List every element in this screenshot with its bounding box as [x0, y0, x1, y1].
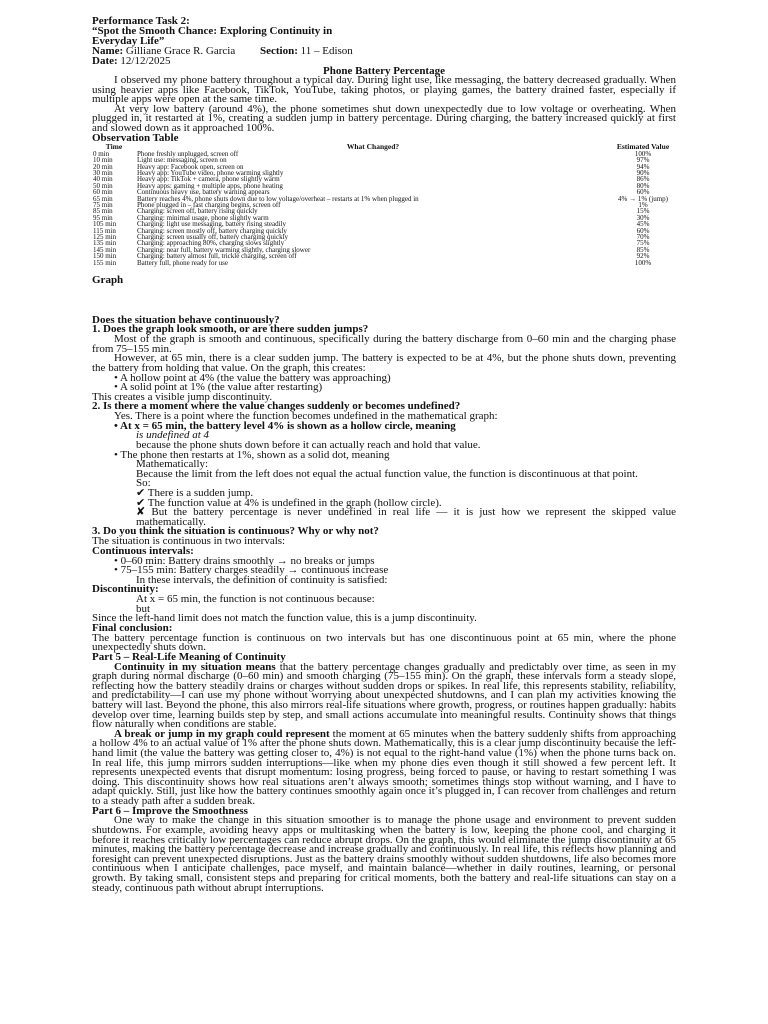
cell-change: Charging: screen usually off, battery charging quickly	[137, 233, 289, 242]
q2-math-label: Mathematically:	[136, 458, 209, 471]
name-label: Name:	[92, 45, 124, 57]
cell-value: 92%	[636, 252, 650, 261]
cell-change: Heavy app: Facebook open, screen on	[137, 162, 244, 171]
cell-value: 90%	[636, 168, 650, 177]
cell-change: Battery reaches 4%, phone shuts down due to low voltage/overheat – restarts at 1% when plugged in	[137, 194, 419, 203]
q1-bullet-2-text: A solid point at 1% (the value after restarting)	[120, 381, 323, 394]
q1-bullet-2: • A solid point at 1% (the value after restarting)	[114, 381, 323, 394]
q2-check-2-text: The function value at 4% is undefined in the graph (hollow circle).	[147, 496, 442, 509]
cell-change: Charging: near full, battery warming slightly, charging slower	[137, 245, 311, 254]
q3-note: In these intervals, the definition of continuity is satisfied:	[136, 573, 388, 586]
q3-discontinuity: Discontinuity:	[92, 583, 159, 596]
cell-change: Charging: screen off, battery rising quickly	[137, 207, 258, 216]
cell-value: 100%	[634, 258, 652, 267]
section-label: Section:	[260, 45, 298, 57]
column-header-change: What Changed?	[346, 142, 400, 152]
document-page	[92, 16, 676, 893]
cell-change: Heavy app: TikTok + camera, phone slightly warm	[137, 175, 280, 184]
q2-bullet-1-italic-text: is undefined at 4	[136, 429, 210, 442]
task-title-line-1: “Spot the Smooth Chance: Exploring Continuity in	[92, 25, 333, 37]
graph-heading: Graph	[92, 274, 124, 287]
cell-time: 105 min	[93, 220, 117, 229]
cell-time: 0 min	[93, 149, 110, 158]
cell-value: 60%	[636, 226, 650, 235]
q2-math-explanation: Because the limit from the left does not equal the actual function value, the function is discontinuous at that point.	[136, 467, 638, 480]
cell-time: 145 min	[93, 245, 117, 254]
q1-paragraph-1: Most of the graph is smooth and continuous, specifically during the battery discharge from 0–60 min and the charging phase from 75–155 min.	[92, 333, 676, 355]
observation-table	[92, 144, 676, 266]
cell-change: Charging: battery almost full, trickle charging, screen off	[137, 252, 297, 261]
part5-p1-lead: Continuity in my situation means	[114, 660, 276, 673]
q2-heading: 2. Is there a moment where the value changes suddenly or becomes undefined?	[92, 400, 461, 413]
q2-bullet-2-text: The phone then restarts at 1%, shown as a solid dot, meaning	[120, 448, 390, 461]
q2-bullet-1-continuation: because the phone shuts down before it can actually reach and hold that value.	[136, 439, 481, 451]
part5-paragraph-1	[92, 660, 676, 731]
q1-heading: Does the situation behave continuously?	[92, 313, 280, 326]
q1-paragraph-3: This creates a visible jump discontinuity.	[92, 390, 273, 403]
cell-value: 86%	[636, 175, 650, 184]
q3-disc-1: At x = 65 min, the function is not continuous because:	[136, 593, 375, 606]
q3-bullet-2-text: 75–155 min: Battery charges steadily → continuous increase	[120, 564, 389, 577]
cell-value: 4% → 1% (jump)	[618, 194, 668, 203]
cell-time: 135 min	[93, 239, 117, 248]
q2-so: So:	[136, 477, 151, 490]
cell-value: 75%	[636, 239, 650, 248]
cell-time: 95 min	[93, 213, 113, 222]
final-conclusion-paragraph: The battery percentage function is continuous on two intervals but has one discontinuous point at 65 min, where the phone unexpectedly shuts down.	[92, 631, 676, 654]
q3-paragraph-2: Since the left-hand limit does not match the function value, this is a jump discontinuity.	[92, 612, 477, 625]
cell-time: 150 min	[93, 252, 117, 261]
q2-paragraph-1: Yes. There is a point where the function becomes undefined in the mathematical graph:	[114, 410, 498, 423]
cell-change: Heavy apps: gaming + multiple apps, phone heating	[137, 181, 283, 190]
cell-value: 94%	[636, 162, 650, 171]
cell-value: 70%	[636, 233, 650, 242]
cell-value: 45%	[636, 220, 650, 229]
task-title-line-2: Everyday Life”	[92, 35, 165, 47]
q3-continuous-intervals: Continuous intervals:	[92, 544, 194, 557]
cell-change: Continuous heavy use, battery warning appears	[137, 188, 270, 197]
q3-bullet-1-text: 0–60 min: Battery drains smoothly → no breaks or jumps	[120, 554, 375, 567]
q3-bullet-2: • 75–155 min: Battery charges steadily → continuous increase	[114, 564, 389, 577]
q2-bullet-1-text: At x = 65 min, the battery level 4% is shown as a hollow circle, meaning	[120, 419, 456, 432]
final-conclusion-heading: Final conclusion:	[92, 621, 173, 634]
name-value: Gilliane Grace R. Garcia	[125, 45, 236, 57]
cell-value: 15%	[636, 207, 650, 216]
cell-value: 97%	[636, 156, 650, 165]
part5-p2-lead: A break or jump in my graph could represent	[114, 727, 330, 740]
cell-value: 30%	[636, 213, 650, 222]
cell-value: 85%	[636, 245, 650, 254]
q3-disc-2: but	[136, 602, 151, 615]
cell-change: Charging: minimal usage, phone slightly warm	[137, 213, 269, 222]
intro-paragraph-2: At very low battery (around 4%), the phone sometimes shut down unexpectedly due to low voltage or overheating. When plugged in, it restarted at 1%, creating a sudden jump in battery percentage. During charging, the battery increased quickly at first and slowed down as it approached 100%.	[92, 102, 676, 134]
part5-p1-body: that the battery percentage changes gradually and predictably over time, as seen in my graph during normal discharge (0–60 min) and smooth charging (75–155 min). On the graph, these intervals form a steady slope, reflecting how the battery steadily drains or charges without sudden drops or spikes. In real life, this represents stability, reliability, and predictability—I can use my phone without worrying about unexpected shutdowns, and I can plan my activities knowing the battery will last. Beyond the phone, this also mirrors real-life situations where growth, progress, or routines happen gradually: habits develop over time, learning builds step by step, and small actions accumulate into meaningful results. Continuity shows that things flow naturally when conditions are stable.	[92, 660, 676, 731]
cell-value: 80%	[636, 181, 650, 190]
q3-paragraph-1: The situation is continuous in two intervals:	[92, 535, 286, 548]
q1-bullet-1: • A hollow point at 4% (the value the battery was approaching)	[114, 371, 391, 384]
cell-time: 20 min	[93, 162, 113, 171]
q3-bullet-1: • 0–60 min: Battery drains smoothly → no breaks or jumps	[114, 554, 375, 567]
table-row	[92, 260, 676, 266]
cross-icon: ✘	[136, 506, 146, 519]
cell-time: 50 min	[93, 181, 113, 190]
q2-bullet-2: • The phone then restarts at 1%, shown as a solid dot, meaning	[114, 448, 390, 461]
observation-table-heading: Observation Table	[92, 131, 179, 144]
document-title: Phone Battery Percentage	[323, 65, 445, 77]
section-value: 11 – Edison	[300, 45, 353, 57]
cell-change: Heavy app: YouTube video, phone warming slightly	[137, 168, 284, 177]
check-icon: ✔	[136, 486, 146, 499]
date-value: 12/12/2025	[120, 55, 171, 67]
cell-time: 85 min	[93, 207, 113, 216]
column-header-time: Time	[105, 142, 123, 152]
part5-p2-body: the moment at 65 minutes when the battery suddenly shifts from approaching a hollow 4% to an actual value of 1% after the phone shuts down. Mathematically, this is a clear jump discontinuity because the left-hand limit (the value the battery was getting closer to, 4%) is not equal to the right-hand value (1%) when the phone turns back on. In real life, this jump mirrors sudden interruptions—like when my phone dies even though it still showed a few percent left. It represents unexpected events that disrupt momentum: losing progress, being forced to pause, or having to restart something I was doing. This discontinuity shows how real situations aren’t always smooth; sometimes things stop without warning, and I have to adapt quickly. Still, just like how the battery continues smoothly again once it’s plugged in, I can recover from challenges and return to a steady path after a sudden break.	[92, 727, 676, 807]
q2-cross-1-text: But the battery percentage is never undefined in real life — it is just how we represent the skipped value mathematically.	[136, 506, 676, 528]
column-header-value: Estimated Value	[616, 142, 670, 152]
check-icon: ✔	[136, 496, 146, 509]
q2-bullet-1: • At x = 65 min, the battery level 4% is shown as a hollow circle, meaning	[114, 419, 456, 432]
part6-heading: Part 6 – Improve the Smoothness	[92, 804, 248, 817]
table-body	[92, 151, 676, 266]
date-label: Date:	[92, 55, 118, 67]
cell-time: 65 min	[93, 194, 113, 203]
cell-time: 125 min	[93, 233, 117, 242]
q1-paragraph-2: However, at 65 min, there is a clear sudden jump. The battery is expected to be at 4%, but the phone shuts down, preventing the battery from holding that value. On the graph, this creates:	[92, 352, 676, 375]
task-label: Performance Task 2:	[92, 15, 190, 27]
part5-heading: Part 5 – Real-Life Meaning of Continuity	[92, 650, 286, 663]
cell-change: Charging: approaching 80%, charging slows slightly	[137, 239, 285, 248]
cell-value: 1%	[638, 201, 648, 210]
cell-time: 115 min	[93, 226, 116, 235]
cell-change: Phone freshly unplugged, screen off	[137, 149, 239, 158]
cell-time: 40 min	[93, 175, 113, 184]
intro-paragraph-1: I observed my phone battery throughout a typical day. During light use, like messaging, the battery decreased gradually. When using heavier apps like Facebook, TikTok, YouTube, taking photos, or playing games, the battery drained faster, especially if multiple apps were open at the same time.	[92, 74, 676, 106]
cell-time: 30 min	[93, 168, 113, 177]
q1-bullet-1-text: A hollow point at 4% (the value the battery was approaching)	[120, 371, 391, 384]
cell-change: Charging: screen mostly off, battery charging quickly	[137, 226, 287, 235]
q1-subheading: 1. Does the graph look smooth, or are there sudden jumps?	[92, 323, 369, 336]
cell-value: 60%	[636, 188, 650, 197]
cell-time: 10 min	[93, 156, 113, 165]
cell-value: 100%	[634, 149, 652, 158]
cell-change: Phone plugged in – fast charging begins, screen off	[137, 201, 281, 210]
q3-heading: 3. Do you think the situation is continuous? Why or why not?	[92, 525, 379, 538]
cell-time: 60 min	[93, 188, 113, 197]
cell-time: 75 min	[93, 201, 113, 210]
cell-change: Charging: light use messaging, battery rising steadily	[137, 220, 286, 229]
q2-check-1-text: There is a sudden jump.	[147, 486, 254, 499]
name-line	[92, 46, 676, 56]
part5-paragraph-2	[92, 727, 676, 807]
part6-paragraph-1: One way to make the change in this situation smoother is to manage the phone usage and environment to prevent sudden shutdowns. For example, avoiding heavy apps or multitasking when the battery is low, keeping the phone cool, and charging it before it reaches critically low percentages can reduce abrupt drops. On the graph, this would eliminate the jump discontinuity at 65 minutes, making the battery percentage decrease and increase gradually and continuously. In real life, this reflects how planning and foresight can prevent unexpected disruptions. Just as the battery drains smoothly without sudden shutdowns, life also becomes more continuous when I anticipate challenges, pace myself, and maintain balance—whether in daily routines, learning, or personal growth. By taking small, consistent steps and preparing for critical moments, both the battery and real-life situations can stay on a steady, continuous path without abrupt interruptions.	[92, 814, 676, 894]
cell-change: Light use: messaging, screen on	[137, 156, 227, 165]
cell-change: Battery full, phone ready for use	[137, 258, 228, 267]
cell-time: 155 min	[93, 258, 117, 267]
